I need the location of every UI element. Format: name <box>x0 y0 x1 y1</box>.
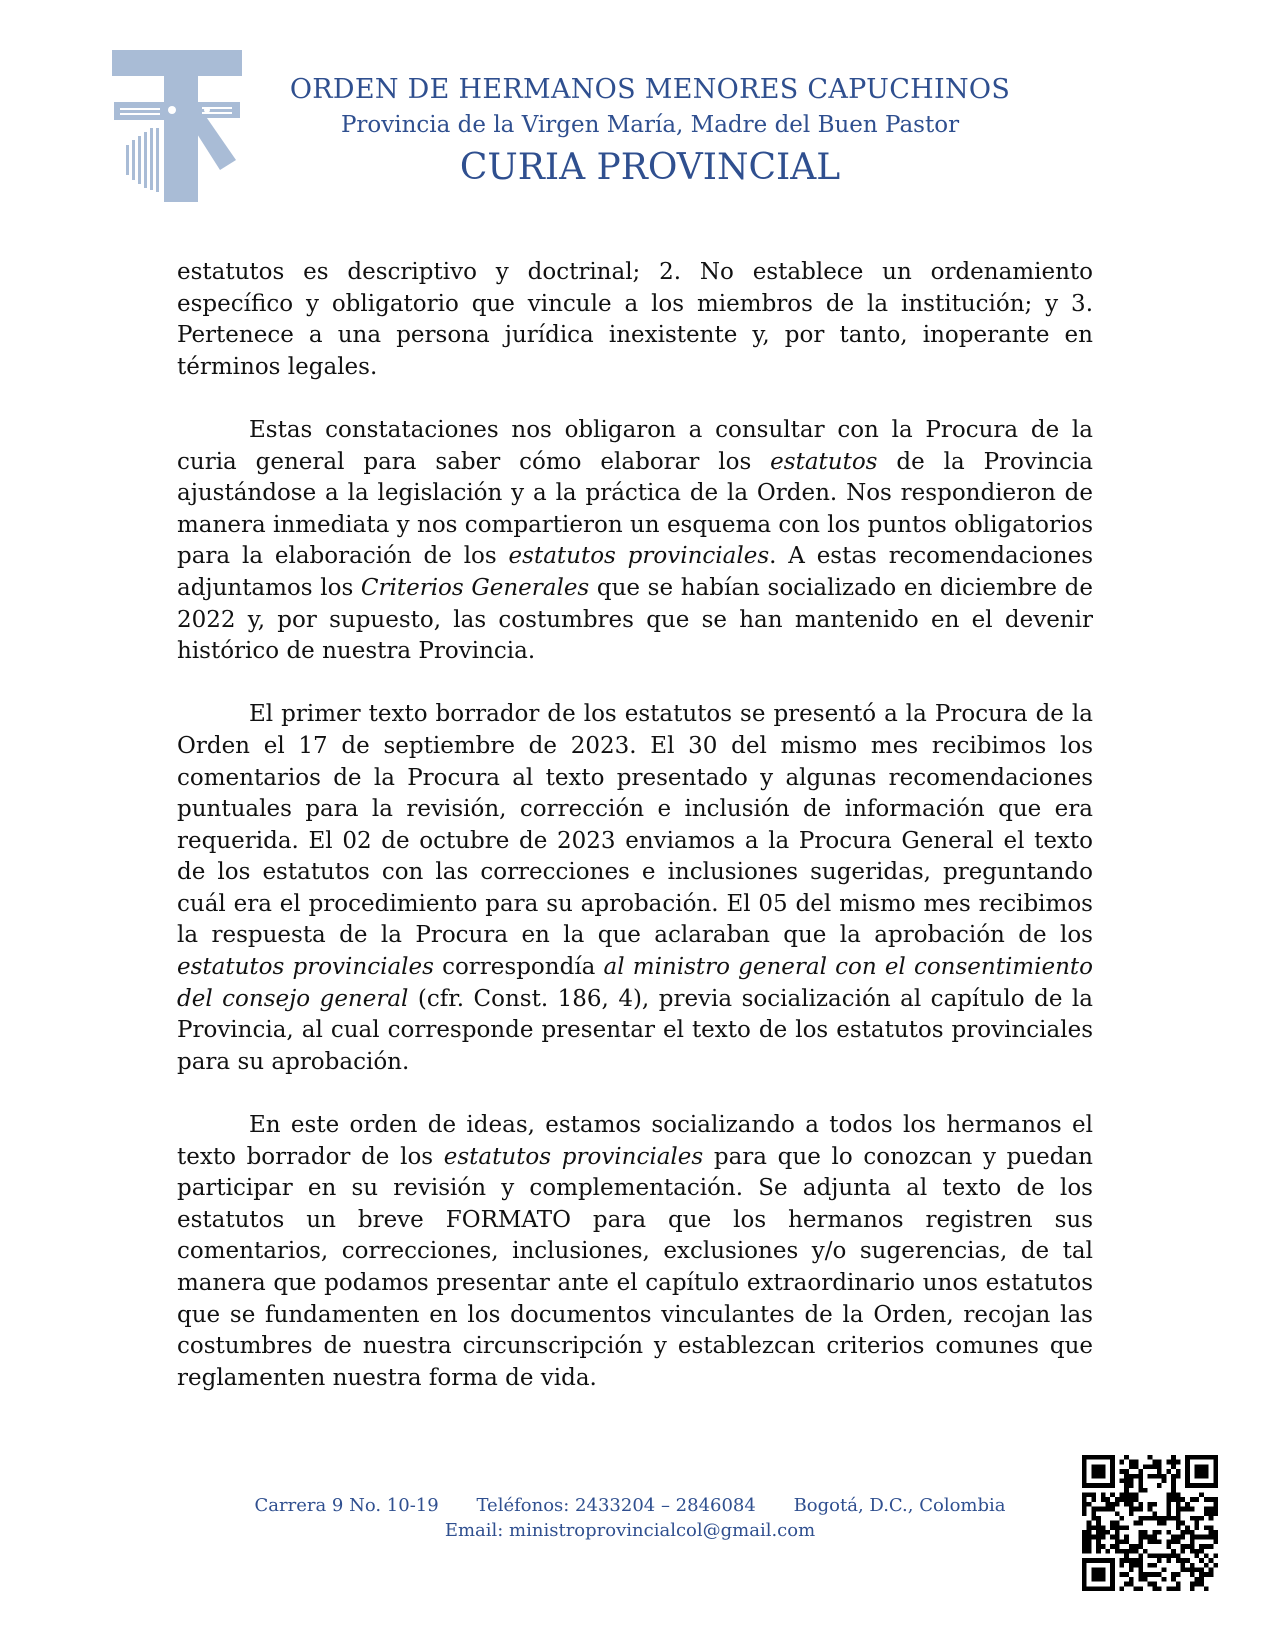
italic-run: estatutos provinciales <box>177 954 434 981</box>
text-run: Estas constataciones nos obligaron a consultar con la Procura de la curia general para saber cómo elaborar los <box>177 416 1093 475</box>
text-run: El primer texto borrador de los estatutos se presentó a la Procura de la Orden el 17 de septiembre de 2023. El 30 del mismo mes recibimos los comentarios de la Procura al texto presentado y algunas recomendaciones puntuales para la revisión, corrección e inclusión de información que era requerida. El 02 de octubre de 2023 enviamos a la Procura General el texto de los estatutos con las correcciones e inclusiones sugeridas, preguntando cuál era el procedimiento para su aprobación. El 05 del mismo mes recibimos la respuesta de la Procura en la que aclaraban que la aprobación de los <box>177 701 1093 949</box>
order-name: ORDEN DE HERMANOS MENORES CAPUCHINOS <box>289 74 1011 105</box>
text-run: correspondía <box>433 954 604 981</box>
letterhead <box>250 72 1050 192</box>
text-run: para que lo conozcan y puedan participar en su revisión y complementación. Se adjunta al texto de los estatutos un breve FORMATO para que los hermanos registren sus comentarios, correcciones, inclusiones, exclusiones y/o sugerencias, de tal manera que podamos presentar ante el capítulo extraordinario unos estatutos que se fundamenten en los documentos vinculantes de la Orden, recojan las costumbres de nuestra circunscripción y establezcan criterios comunes que reglamenten nuestra forma de vida. <box>177 1143 1093 1391</box>
letter-footer <box>200 1493 1060 1543</box>
letter-body <box>177 257 1093 1426</box>
italic-run: Criterios Generales <box>360 574 590 601</box>
text-run: estatutos es descriptivo y doctrinal; 2. No establece un ordenamiento específico y obligatorio que vincule a los miembros de la institución; y 3. Pertenece a una persona jurídica inexistente y, por tanto, inoperante en términos legales. <box>177 259 1093 380</box>
text-run: En este orden de ideas, estamos socializando a todos los hermanos el texto borrador de los <box>177 1112 1093 1170</box>
italic-run: al ministro general con el consentimiento del consejo general <box>177 954 1093 1012</box>
footer-phones: Teléfonos: 2433204 – 2846084 <box>476 1495 756 1516</box>
footer-city: Bogotá, D.C., Colombia <box>793 1495 1006 1516</box>
paragraph-1 <box>177 257 1093 383</box>
text-run: de la Provincia ajustándose a la legislación y a la práctica de la Orden. Nos respondieron de manera inmediata y nos compartieron un esquema con los puntos obligatorios para la elaboración de los <box>177 448 1093 570</box>
text-run: que se habían socializado en diciembre de 2022 y, por supuesto, las costumbres que se han mantenido en el devenir histórico de nuestra Provincia. <box>177 574 1093 665</box>
text-run: (cfr. Const. 186, 4), previa socialización al capítulo de la Provincia, al cual corresponde presentar el texto de los estatutos provinciales para su aprobación. <box>177 985 1093 1075</box>
italic-run: estatutos provinciales <box>508 543 770 570</box>
footer-contact-row <box>200 1493 1060 1518</box>
italic-run: estatutos provinciales <box>443 1143 704 1170</box>
paragraph-4 <box>177 1110 1093 1394</box>
franciscan-tau-logo <box>112 50 252 208</box>
paragraph-2 <box>177 415 1093 668</box>
footer-email: Email: ministroprovincialcol@gmail.com <box>444 1520 816 1541</box>
province-name: Provincia de la Virgen María, Madre del Buen Pastor <box>340 112 960 138</box>
office-name: CURIA PROVINCIAL <box>459 147 841 188</box>
qr-code-icon <box>1082 1455 1218 1591</box>
paragraph-3 <box>177 699 1093 1078</box>
text-run: . A estas recomendaciones adjuntamos los <box>177 543 1094 601</box>
italic-run: estatutos <box>770 448 878 475</box>
footer-address: Carrera 9 No. 10-19 <box>254 1495 439 1516</box>
